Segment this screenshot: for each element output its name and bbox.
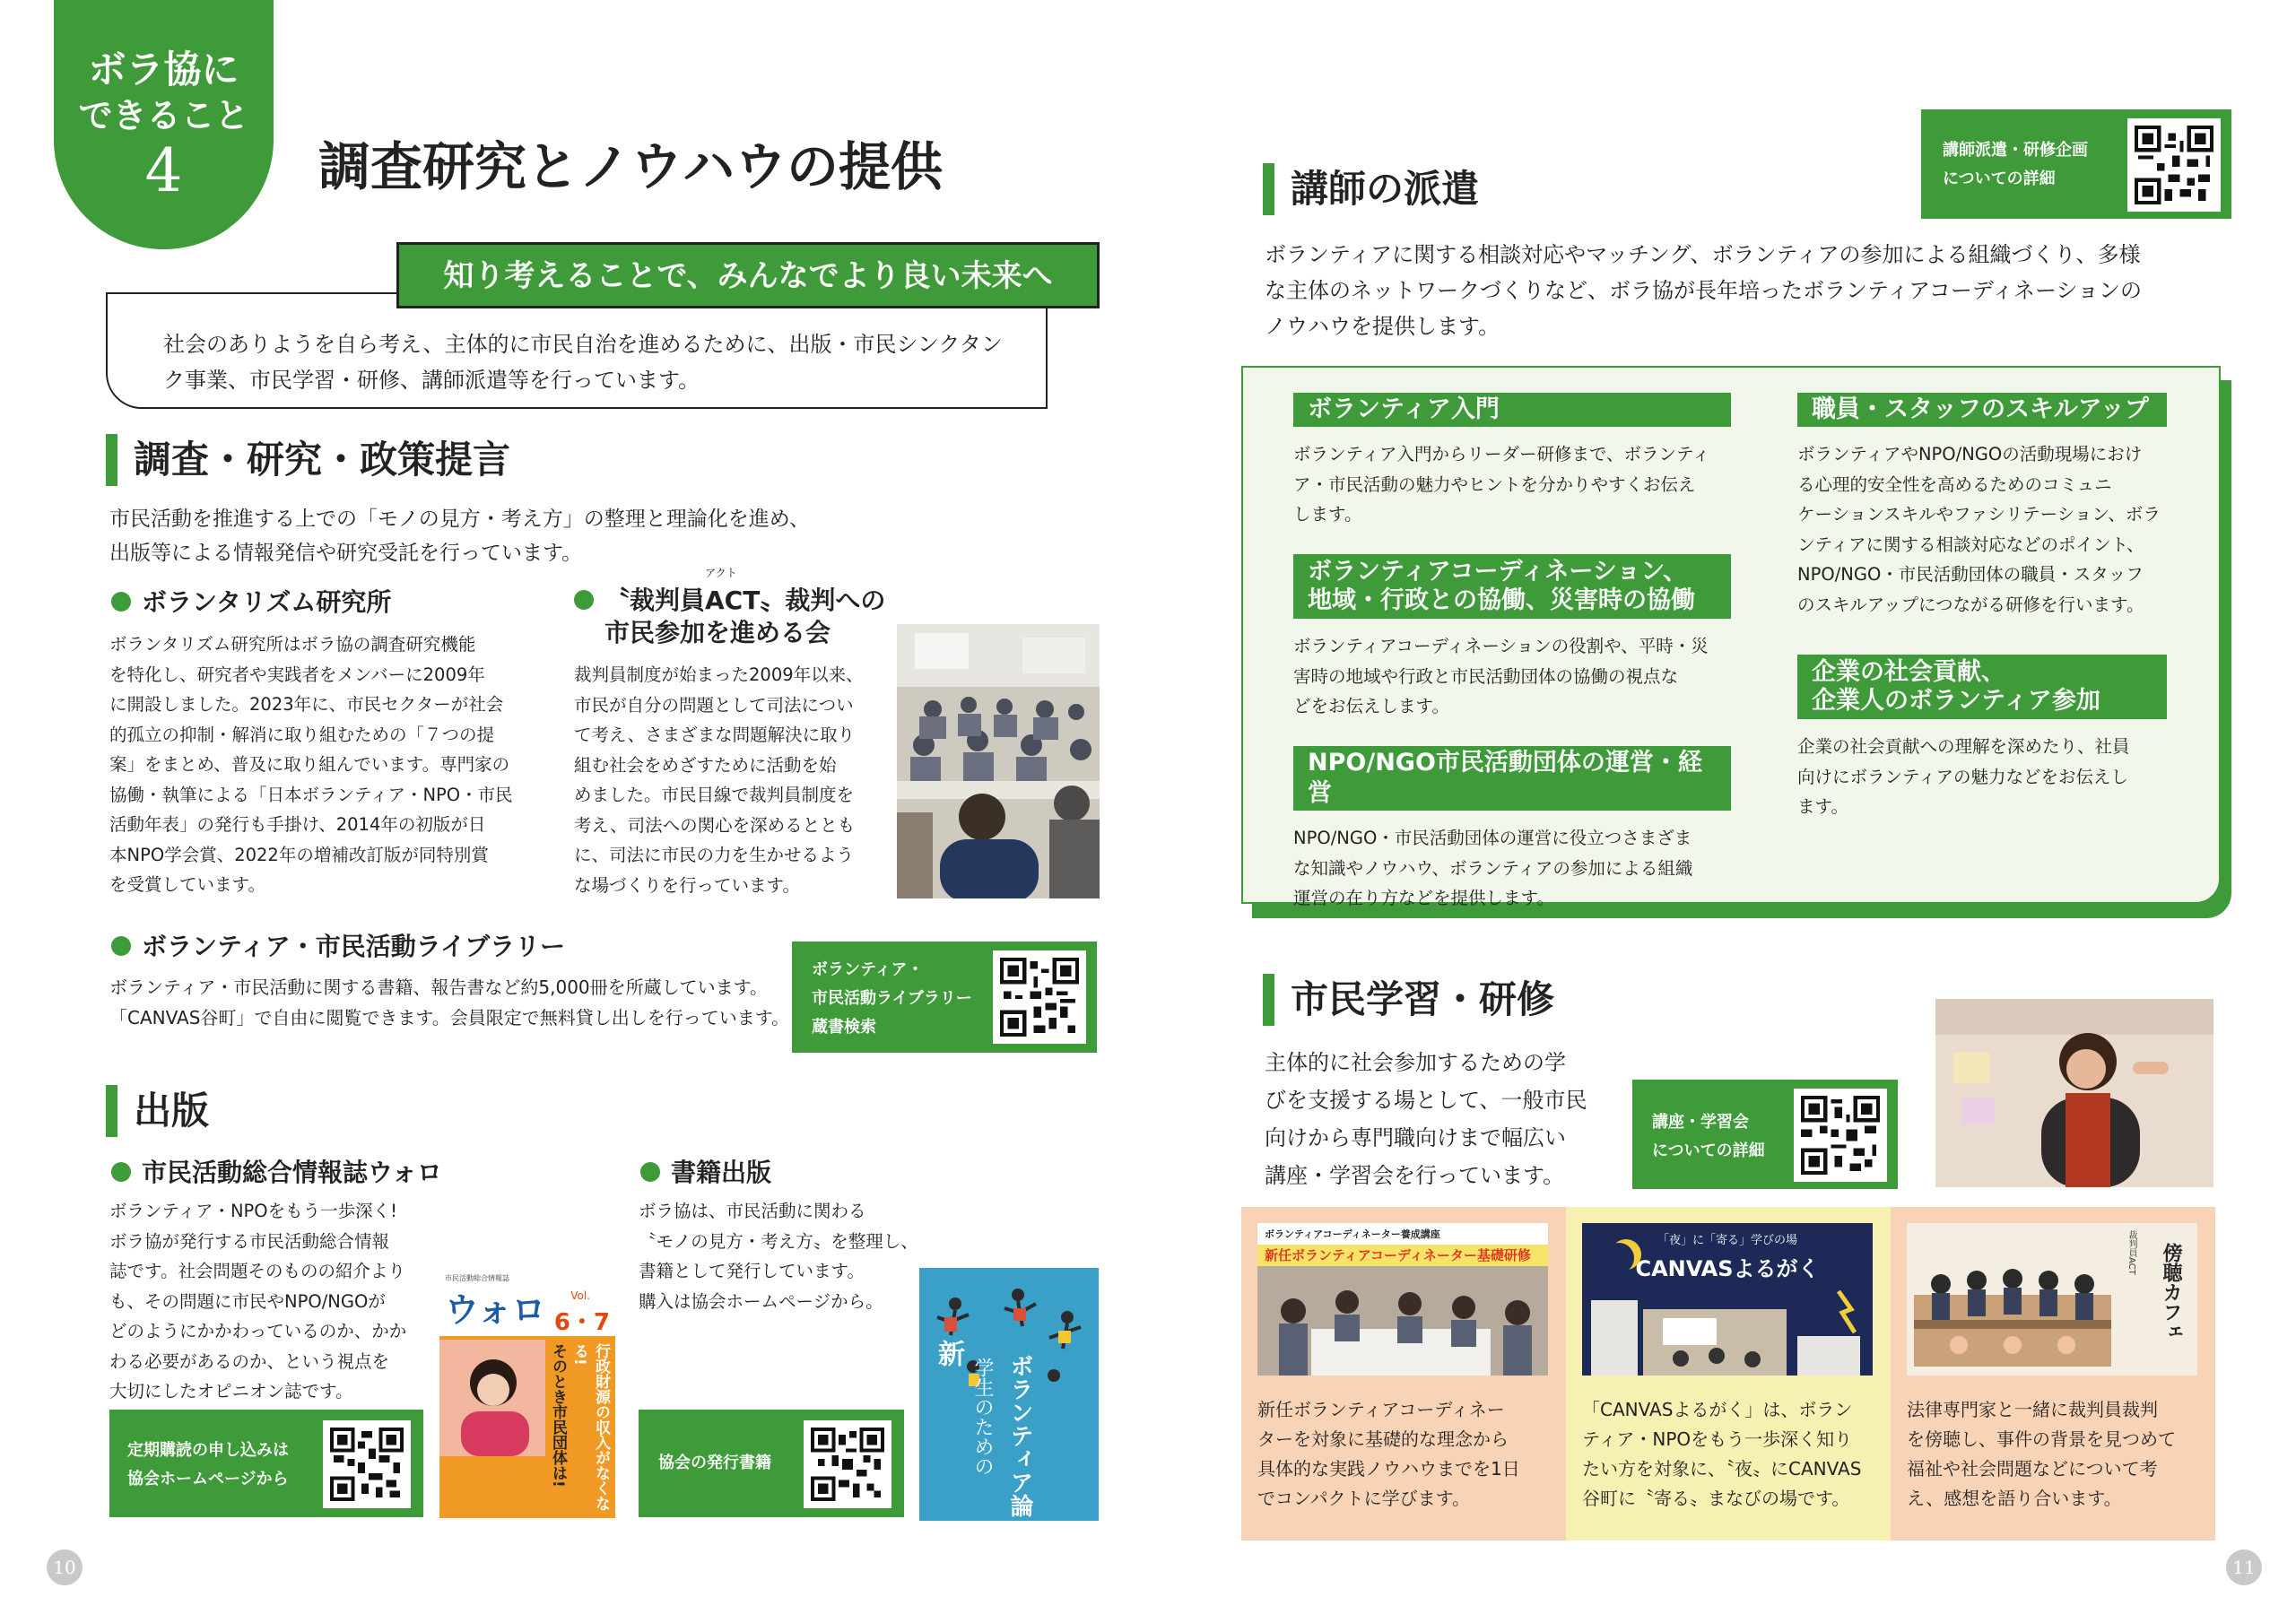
page-number-right: 11 (2226, 1549, 2262, 1585)
text-line: 的孤立の抑制・解消に取り組むための「７つの提 (109, 724, 495, 745)
lecturer-text (1265, 237, 2233, 344)
topic-title-line: 企業の社会貢献、 (1812, 658, 2005, 686)
text-line: も、その問題に市民やNPO/NGOが (109, 1290, 386, 1312)
text-line: ボランティアに関する相談対応やマッチング、ボランティアの参加による組織づくり、多様 (1265, 242, 2141, 267)
text-line: びを支援する場として、一般市民 (1265, 1088, 1587, 1113)
qr-code-icon[interactable] (993, 950, 1086, 1044)
learning-text (1265, 1044, 1641, 1194)
text-line: な主体のネットワークづくりなど、ボラ協が長年培ったボランティアコーディネーションの (1265, 278, 2142, 303)
text-line: ます。 (1797, 796, 1848, 817)
text-line: 誌です。社会問題そのものの紹介より (109, 1261, 405, 1281)
qr-code-icon[interactable] (1794, 1089, 1887, 1182)
text-line: 組む社会をめざすために活動を始 (574, 754, 837, 776)
badge-line2: できること (78, 96, 249, 135)
act-heading-line2: 市民参加を進める会 (604, 618, 831, 647)
card-image (1582, 1223, 1873, 1376)
text-line: どをお伝えします。 (1293, 696, 1449, 716)
card-court-cafe (1891, 1207, 2215, 1541)
text-line: 講座・学習会を行っています。 (1265, 1163, 1565, 1188)
text-line: 書籍として発行しています。 (639, 1261, 865, 1281)
card-canvas-yorugaku (1566, 1207, 1891, 1541)
text-line: に、司法に市民の力を生かせるよう (574, 845, 855, 865)
text-line: 考え、司法への関心を深めるととも (574, 814, 856, 836)
research-text (109, 502, 881, 570)
topic-title-line: ボランティアコーディネーション、 (1308, 558, 1688, 586)
act-heading (574, 567, 915, 649)
text-line: ケーションスキルやファシリテーション、ボラ (1797, 504, 2161, 525)
text-line: 「CANVAS谷町」で自由に閲覧できます。会員限定で無料貸し出しを行っています。 (109, 1007, 790, 1028)
volunteerism-heading: ボランタリズム研究所 (111, 586, 391, 619)
intro-box (106, 292, 1048, 409)
page-number-left: 10 (47, 1549, 83, 1585)
topic-skill-up (1797, 393, 2174, 620)
wolo-magazine-cover: 市民活動総合情報誌 ウォロ Vol. 6・7 行政財源の収入がなくなる! そのとき市民団体は! (439, 1271, 615, 1518)
text-line: NPO/NGO・市民活動団体の運営に役立つさまざま (1293, 828, 1692, 848)
qr-code-icon[interactable] (804, 1420, 891, 1508)
text-line: 害時の地域や行政と市民活動団体の協働の視点な (1293, 665, 1679, 687)
intro-line-2: ク事業、市民学習・研修、講師派遣等を行っています。 (163, 368, 700, 393)
text-line: 「CANVASよるがく」は、ボラン (1582, 1399, 1853, 1420)
text-line: 具体的な実践ノウハウまでを1日 (1257, 1458, 1520, 1480)
subscription-link[interactable] (109, 1410, 423, 1517)
cover-headline-2: そのとき市民団体は! (549, 1343, 567, 1488)
topic-coordination (1293, 554, 1742, 722)
topic-title: 職員・スタッフのスキルアップ (1797, 393, 2167, 427)
qr-label-line: 講師派遣・研修企画 (1943, 141, 2088, 160)
intro-line-1: 社会のありようを自ら考え、主体的に市民自治を進めるために、出版・市民シンクタン (163, 332, 1003, 357)
text-line: ボラ協は、市民活動に関わる (639, 1201, 866, 1221)
text-line: 新任ボランティアコーディネー (1257, 1399, 1505, 1420)
learning-cards (1241, 1207, 2215, 1541)
card-image-label: 「夜」に「寄る」学びの場 (1657, 1234, 1797, 1247)
topic-npo-management (1293, 746, 1742, 914)
text-line: る心理的安全性を高めるためのコミュニ (1797, 473, 2112, 495)
card-image-label: ボランティアコーディネーター養成講座 (1257, 1223, 1548, 1245)
card-image (1907, 1223, 2197, 1376)
classroom-photo (897, 624, 1100, 898)
text-line: な場づくりを行っています。 (574, 874, 800, 896)
text-line: ボランティア・NPOをもう一歩深く! (109, 1201, 397, 1221)
research-line-1: 市民活動を推進する上での「モノの見方・考え方」の整理と理論化を進め、 (109, 508, 810, 531)
text-line: 本NPO学会賞、2022年の増補改訂版が同特別賞 (109, 844, 489, 865)
research-line-2: 出版等による情報発信や研究受託を行っています。 (109, 542, 583, 565)
card-image-label: 裁判員ACT (2126, 1230, 2136, 1275)
text-line: ノウハウを提供します。 (1265, 314, 1500, 339)
text-line: わる必要があるのか、という視点を (109, 1350, 390, 1372)
topic-intro-volunteer (1293, 393, 1742, 530)
lecturer-detail-link[interactable] (1921, 109, 2231, 219)
text-line: ボランタリズム研究所はボラ協の調査研究機能 (109, 634, 476, 655)
text-line: ボランティア入門からリーダー研修まで、ボランティ (1293, 444, 1710, 464)
card-image-title: 新任ボランティアコーディネーター基礎研修 (1257, 1245, 1548, 1266)
text-line: 向けから専門職向けまで幅広い (1265, 1125, 1566, 1150)
library-search-link[interactable] (792, 942, 1097, 1053)
act-heading-line1: 〝裁判員ACT〟裁判への (574, 585, 915, 617)
text-line: え、感想を語り合います。 (1907, 1488, 2122, 1509)
badge-line1: ボラ協に (88, 48, 239, 91)
lecturer-heading: 講師の派遣 (1263, 163, 1479, 215)
qr-label-line: 協会の発行書籍 (658, 1454, 771, 1472)
card-image-title: 傍聴カフェ (2160, 1243, 2182, 1341)
qr-code-icon[interactable] (2127, 118, 2221, 212)
text-line: な知識やノウハウ、ボランティアの参加による組織 (1293, 857, 1693, 879)
text-line: ボランティア・市民活動に関する書籍、報告書など約5,000冊を所蔵しています。 (109, 976, 769, 998)
books-heading: 書籍出版 (640, 1157, 771, 1189)
books-text (639, 1196, 935, 1316)
section-badge (54, 0, 274, 249)
topic-title: NPO/NGO市民活動団体の運営・経営 (1293, 746, 1731, 811)
text-line: を傍聴し、事件の背景を見つめて (1907, 1428, 2176, 1450)
publish-heading: 出版 (106, 1085, 209, 1137)
page-title: 調査研究とノウハウの提供 (318, 136, 944, 197)
act-text (574, 660, 879, 900)
cover-vol: Vol. (570, 1289, 590, 1302)
volunteerism-text (109, 629, 540, 900)
library-text (109, 972, 791, 1033)
text-line: ボランティアコーディネーションの役割や、平時・災 (1293, 636, 1709, 656)
qr-label-line: 定期購読の申し込みは (127, 1441, 289, 1460)
text-line: 向けにボランティアの魅力などをお伝えし (1797, 766, 2128, 787)
topic-title (1293, 554, 1731, 619)
qr-label-line: 協会ホームページから (127, 1470, 289, 1488)
text-line: 法律専門家と一緒に裁判員裁判 (1907, 1399, 2158, 1420)
card-beginner-training (1241, 1207, 1566, 1541)
wolo-text (109, 1196, 432, 1407)
card-image (1257, 1223, 1548, 1376)
topic-title-line: 地域・行政との協働、災害時の協働 (1308, 586, 1695, 614)
text-line: 購入は協会ホームページから。 (639, 1290, 883, 1312)
qr-label-line: 講座・学習会 (1652, 1113, 1749, 1132)
qr-label-line: についての詳細 (1652, 1141, 1765, 1160)
moon-icon (1604, 1243, 1634, 1273)
text-line: 〝モノの見方・考え方〟を整理し、 (639, 1230, 918, 1252)
wolo-heading: 市民活動総合情報誌ウォロ (111, 1157, 442, 1189)
text-line: でコンパクトに学びます。 (1257, 1488, 1470, 1509)
book-subtitle: 学生のための (971, 1358, 994, 1476)
topic-title-line: 企業人のボランティア参加 (1812, 687, 2100, 715)
cover-headline: 行政財源の収入がなくなる! (570, 1343, 610, 1511)
text-line: ボラ協が発行する市民活動総合情報 (109, 1230, 390, 1252)
publications-link[interactable] (639, 1410, 904, 1517)
text-line: 福祉や社会問題などについて考 (1907, 1458, 2158, 1480)
text-line: 大切にしたオピニオン誌です。 (109, 1381, 353, 1402)
cover-issue: 6・7 (553, 1309, 610, 1336)
text-line: 案」をまとめ、普及に取り組んでいます。専門家の (109, 754, 510, 775)
book-title (932, 1340, 964, 1501)
text-line: ティア・NPOをもう一歩深く知り (1582, 1428, 1853, 1450)
qr-label-line: 蔵書検索 (812, 1018, 876, 1037)
text-line: を特化し、研究者や実践者をメンバーに2009年 (109, 664, 485, 685)
text-line: のスキルアップにつながる研修を行います。 (1797, 594, 2144, 615)
speaker-photo (1935, 999, 2213, 1187)
cover-title: ウォロ (445, 1290, 546, 1330)
learning-heading: 市民学習・研修 (1263, 974, 1554, 1026)
learning-detail-link[interactable] (1632, 1080, 1898, 1189)
text-line: 市民が自分の問題として司法につい (574, 694, 854, 716)
text-line: 企業の社会貢献への理解を深めたり、社員 (1797, 736, 2130, 757)
text-line: 裁判員制度が始まった2009年以来、 (574, 664, 864, 685)
text-line: て考え、さまざまな問題解決に取り (574, 725, 856, 745)
text-line: 谷町に〝寄る〟まなびの場です。 (1582, 1488, 1850, 1509)
book-cover (919, 1268, 1099, 1521)
qr-label-line: 市民活動ライブラリー (812, 989, 972, 1008)
text-line: たい方を対象に、〝夜〟にCANVAS (1582, 1458, 1862, 1480)
text-line: 運営の在り方などを提供します。 (1293, 888, 1554, 908)
qr-label-line: ボランティア・ (812, 960, 924, 979)
badge-number: 4 (144, 136, 183, 205)
text-line: ア・市民活動の魅力やヒントを分かりやすくお伝え (1293, 473, 1696, 495)
library-heading: ボランティア・市民活動ライブラリー (111, 931, 565, 963)
text-line: ンティアに関する相談対応などのポイント、 (1797, 534, 2144, 555)
text-line: します。 (1293, 504, 1362, 525)
qr-code-icon[interactable] (323, 1420, 411, 1508)
research-heading: 調査・研究・政策提言 (106, 434, 510, 486)
card-image-title: CANVASよるがく (1635, 1256, 1820, 1281)
text-line: NPO/NGO・市民活動団体の職員・スタッフ (1797, 564, 2144, 585)
text-line: ボランティアやNPO/NGOの活動現場におけ (1797, 444, 2143, 464)
text-line: 主体的に社会参加するための学 (1265, 1050, 1566, 1075)
topic-title: ボランティア入門 (1293, 393, 1731, 427)
text-line: めました。市民目線で裁判員制度を (574, 785, 855, 805)
text-line: を受賞しています。 (109, 874, 265, 895)
book-subtitle-2: ボランティア論 (1006, 1354, 1033, 1517)
book-title-1: 新 (933, 1340, 964, 1367)
text-line: 活動年表」の発行も手掛け、2014年の初版が日 (109, 814, 486, 835)
tagline: 知り考えることで、みんなでより良い未来へ (396, 242, 1100, 308)
topic-corporate (1797, 655, 2174, 822)
qr-label-line: についての詳細 (1943, 169, 2056, 188)
text-line: に開設しました。2023年に、市民セクターが社会 (109, 694, 504, 715)
topic-title (1797, 655, 2167, 719)
text-line: ターを対象に基礎的な理念から (1257, 1428, 1509, 1450)
act-ruby: アクト (705, 567, 737, 579)
text-line: 協働・執筆による「日本ボランティア・NPO・市民 (109, 784, 513, 805)
text-line: どのようにかかわっているのか、かか (109, 1321, 407, 1341)
